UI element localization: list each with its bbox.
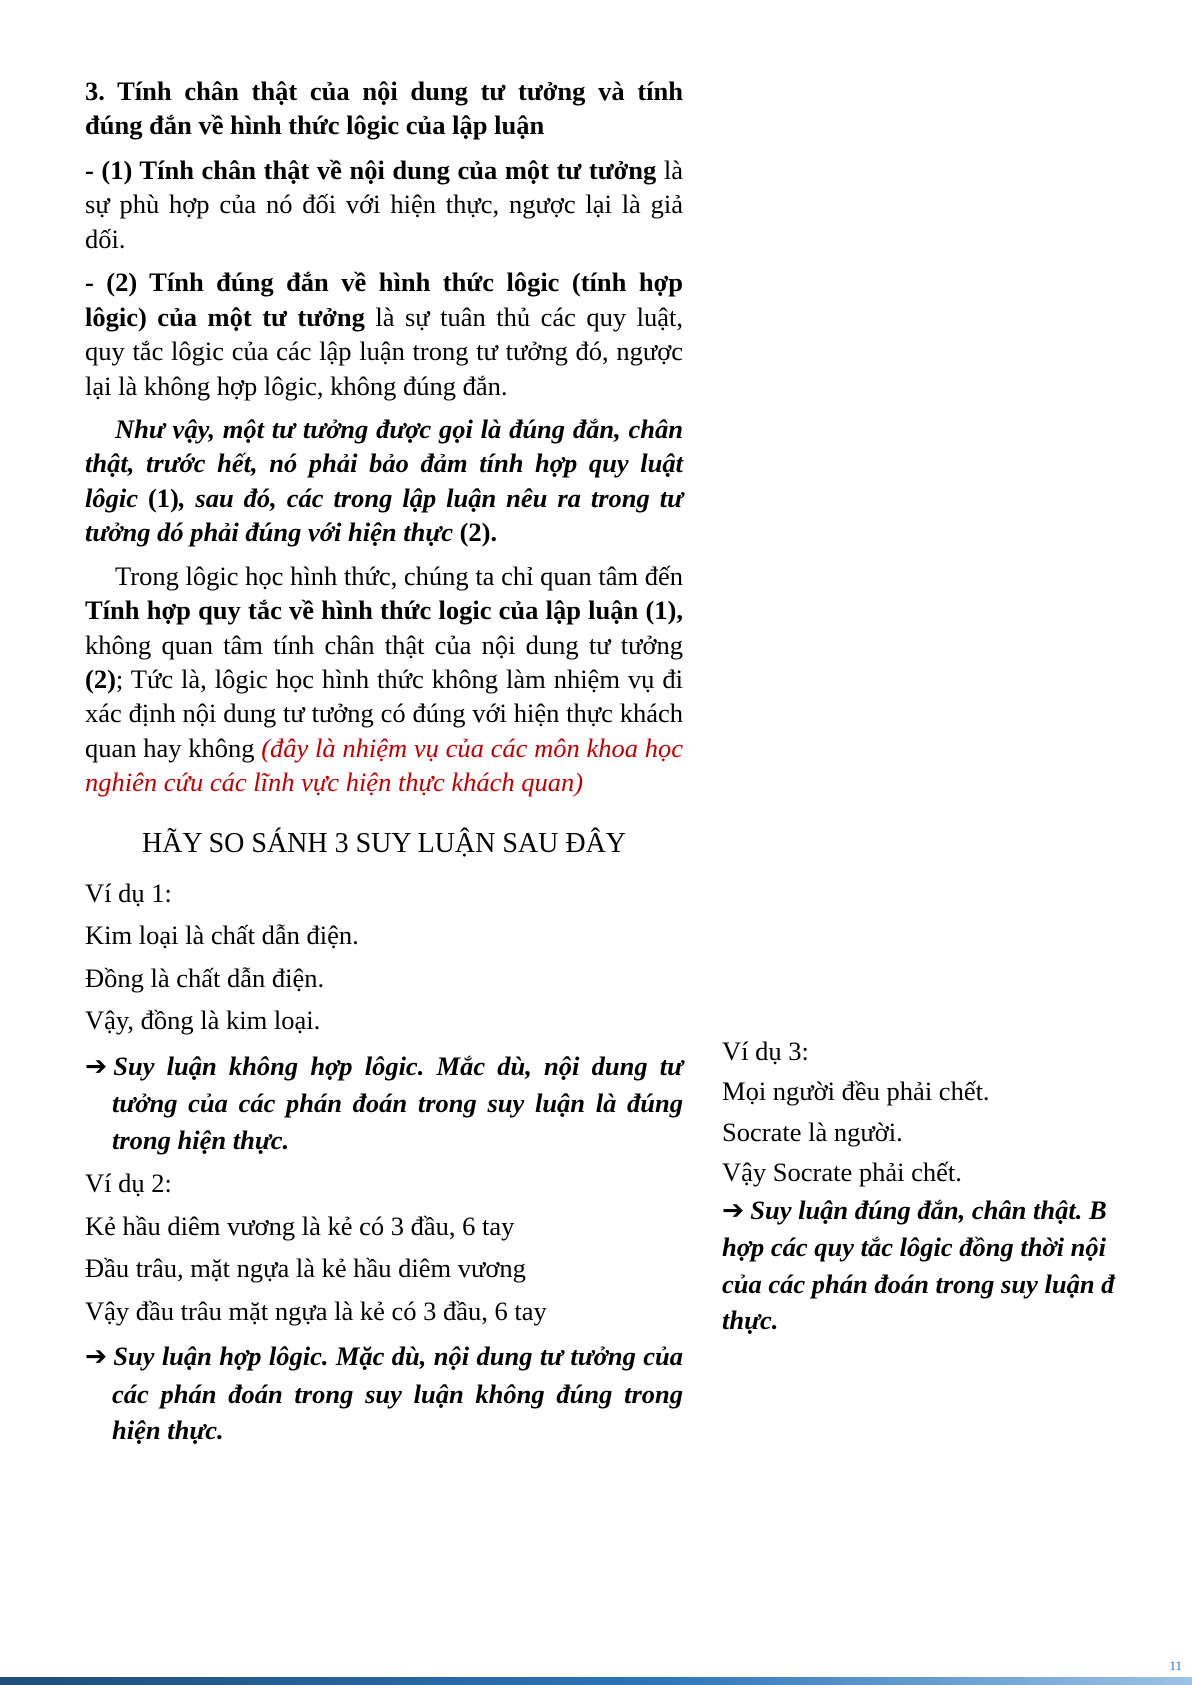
paragraph-logical-form-lead: - (2) Tính đúng đắn về hình thức lôgic (tính hợp lôgic) của một tư tưởng <box>85 267 683 332</box>
conclusion-rule-ref-1: (1) <box>147 482 179 513</box>
paragraph-truth-content <box>85 153 683 256</box>
example-1-label: Ví dụ 1: <box>85 877 172 908</box>
paragraph-formal-logic-scope <box>85 559 683 800</box>
example-1-assessment <box>85 1048 683 1159</box>
paragraph-logical-form-body: là sự tuân thủ các quy luật, quy tắc lôgic của các lập luận trong tư tưởng đó, ngược lại là không hợp lôgic, không đúng đắn. <box>85 301 684 401</box>
example-3-conclusion-line: Vậy Socrate phải chết. <box>722 1157 962 1188</box>
arrow-icon: ➔ <box>85 1340 108 1372</box>
paragraph-conclusion-rule <box>85 412 683 550</box>
formal-logic-text-1: Trong lôgic học hình thức, chúng ta chỉ quan tâm đến <box>115 560 683 591</box>
formal-logic-bold-2: (2) <box>85 664 116 694</box>
page-number: 11 <box>1169 1658 1182 1673</box>
example-1-conclusion-line: Vậy, đồng là kim loại. <box>85 1005 321 1036</box>
example-1-premise-1: Kim loại là chất dẫn điện. <box>85 920 359 951</box>
example-2-conclusion-line: Vậy đầu trâu mặt ngựa là kẻ có 3 đầu, 6 tay <box>85 1295 547 1326</box>
example-2-assessment-text: Suy luận hợp lôgic. Mặc dù, nội dung tư tưởng của các phán đoán trong suy luận không đúng trong hiện thực. <box>112 1340 683 1446</box>
example-1-premise-2: Đồng là chất dẫn điện. <box>85 962 325 993</box>
formal-logic-text-3: ; Tức là, lôgic học hình thức không làm nhiệm vụ đi xác định nội dung tư tưởng có đúng với hiện thực khách quan hay không <box>85 664 683 763</box>
arrow-icon: ➔ <box>722 1194 745 1226</box>
conclusion-rule-ref-2: (2). <box>459 517 498 548</box>
compare-heading: HÃY SO SÁNH 3 SUY LUẬN SAU ĐÂY <box>141 827 627 859</box>
main-text-column <box>85 74 683 1455</box>
example-2-block <box>85 1164 683 1448</box>
paragraph-truth-content-body: là sự phù hợp của nó đối với hiện thực, ngược lại là giả dối. <box>85 154 684 254</box>
paragraph-logical-form <box>85 265 683 403</box>
example-1-assessment-text: Suy luận không hợp lôgic. Mắc dù, nội dung tư tưởng của các phán đoán trong suy luận là đúng trong hiện thực. <box>112 1050 683 1155</box>
conclusion-rule-italic-2: , sau đó, các trong lập luận nêu ra trong tư tưởng dó phải đúng với hiện thực <box>85 482 683 548</box>
example-3-label: Ví dụ 3: <box>722 1036 809 1066</box>
footer-divider-bar <box>0 1677 1192 1685</box>
example-3-assessment-line-1 <box>722 1192 1192 1230</box>
example-3-assessment-line-3: của các phán đoán trong suy luận đ <box>722 1268 1115 1299</box>
example-3-assessment-line-4: thực. <box>722 1305 779 1336</box>
paragraph-truth-content-lead: - (1) Tính chân thật về nội dung của một tư tưởng <box>85 154 657 185</box>
example-3-assessment-line-2: hợp các quy tắc lôgic đồng thời nội <box>722 1232 1106 1263</box>
section-heading: 3. Tính chân thật của nội dung tư tưởng và tính đúng đắn về hình thức lôgic của lập luận <box>85 76 683 141</box>
example-2-label: Ví dụ 2: <box>85 1168 172 1199</box>
example-3-premise-1: Mọi người đều phải chết. <box>722 1076 990 1107</box>
formal-logic-red-note: (đây là nhiệm vụ của các môn khoa học nghiên cứu các lĩnh vực hiện thực khách quan) <box>85 732 683 798</box>
example-2-assessment <box>85 1338 683 1449</box>
example-3-assessment-text-1: Suy luận đúng đắn, chân thật. B <box>750 1194 1107 1225</box>
example-3-block <box>722 1030 1192 1339</box>
conclusion-rule-italic-1: Như vậy, một tư tưởng được gọi là đúng đắn, chân thật, trước hết, nó phải bảo đảm tính hợp quy luật lôgic <box>85 413 683 513</box>
example-2-premise-1: Kẻ hầu diêm vương là kẻ có 3 đầu, 6 tay <box>85 1210 515 1241</box>
formal-logic-text-2: không quan tâm tính chân thật của nội dung tư tưởng <box>85 629 683 660</box>
formal-logic-bold-1: Tính hợp quy tắc về hình thức logic của lập luận (1), <box>85 595 683 626</box>
example-2-premise-2: Đầu trâu, mặt ngựa là kẻ hầu diêm vương <box>85 1253 526 1284</box>
example-3-premise-2: Socrate là người. <box>722 1116 903 1147</box>
arrow-icon: ➔ <box>85 1050 108 1082</box>
example-1-block <box>85 874 683 1158</box>
